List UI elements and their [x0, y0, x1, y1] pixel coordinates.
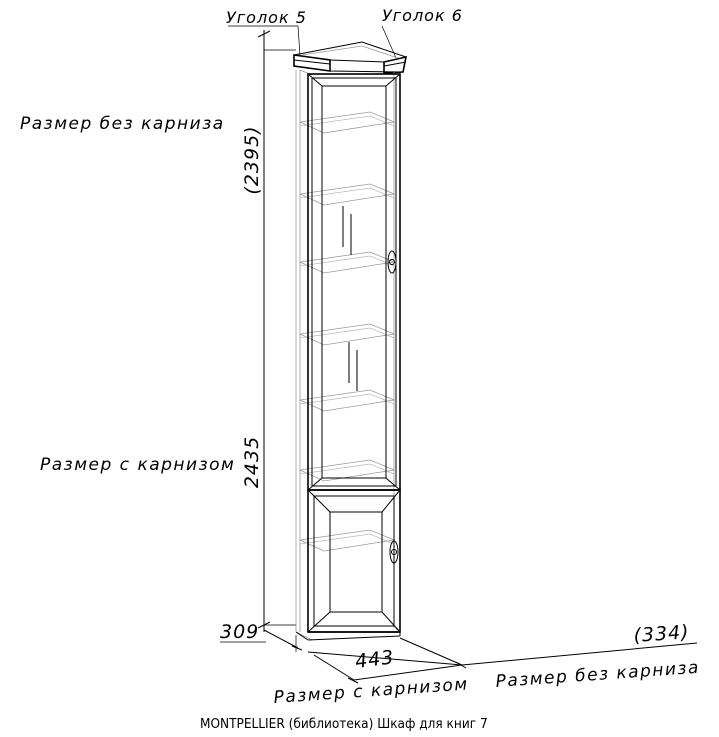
size-with-cornice-height-label: Размер с карнизом — [40, 455, 236, 475]
width-dimension-leader — [314, 655, 354, 680]
size-with-cornice-width-label: Размер с карнизом — [272, 674, 470, 708]
corner5-leader — [298, 26, 300, 56]
upper-glass-door — [308, 74, 400, 490]
lower-solid-door — [308, 490, 400, 632]
corner6-label: Уголок 6 — [382, 6, 463, 25]
depth-dimension-line — [264, 630, 298, 648]
size-without-cornice-height-label: Размер без карниза — [20, 114, 225, 134]
plinth — [296, 628, 400, 640]
cabinet — [294, 42, 406, 640]
width-with-cornice-value: 443 — [353, 646, 396, 673]
depth-without-cornice-value: (334) — [632, 621, 691, 647]
height-with-cornice-value: 2435 — [241, 435, 263, 489]
corner5-label: Уголок 5 — [226, 8, 307, 27]
cornice — [294, 42, 406, 73]
drawing-caption: MONTPELLIER (библиотека) Шкаф для книг 7 — [200, 716, 488, 732]
height-without-cornice-value: (2395) — [241, 125, 263, 195]
depth-small-value: 309 — [220, 621, 260, 643]
depth-tick — [292, 646, 302, 650]
size-without-cornice-depth-label: Размер без карниза — [494, 657, 701, 692]
